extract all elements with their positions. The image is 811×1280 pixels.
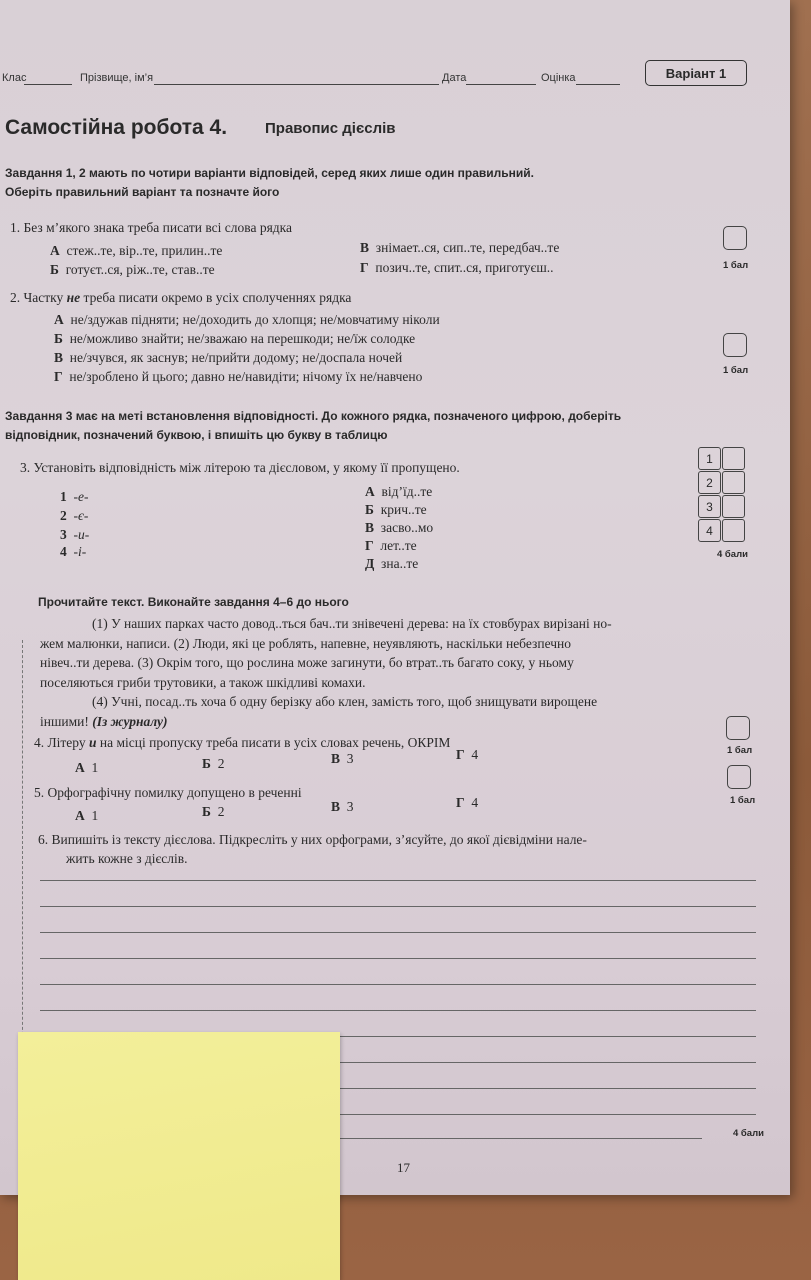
q1-option-a[interactable]: А стеж..те, вір..те, прилин..те [50, 243, 223, 258]
q3-right-d: Д зна..те [365, 556, 419, 571]
reading-passage [40, 614, 760, 731]
q3-right-b: Б крич..те [365, 502, 427, 517]
answer-line[interactable] [40, 1010, 756, 1011]
grade-label: Оцінка [541, 72, 576, 84]
q1-option-b[interactable]: Б готуєт..ся, ріж..те, став..те [50, 262, 215, 277]
q3-score: 4 бали [717, 549, 748, 560]
answer-line[interactable] [40, 932, 756, 933]
question-4-text: 4. Літеру и на місці пропуску треба писати в усіх словах речень, ОКРІМ [34, 735, 451, 750]
grade-field[interactable] [576, 84, 620, 85]
question-6-line: 6. Випишіть із тексту дієслова. Підкресліть у них орфограми, з’ясуйте, до якої дієвідміни нале- [38, 832, 587, 847]
q4-option-b[interactable]: Б 2 [202, 756, 225, 771]
answer-line[interactable] [40, 984, 756, 985]
q2-score: 1 бал [723, 365, 749, 376]
q5-option-b[interactable]: Б 2 [202, 804, 225, 819]
q4-option-g[interactable]: Г 4 [456, 747, 479, 762]
name-label: Прізвище, ім’я [80, 72, 154, 84]
page-number: 17 [397, 1160, 410, 1175]
q2-answer-box[interactable] [723, 333, 747, 357]
q3-grid-answer-4[interactable] [722, 519, 745, 542]
answer-line[interactable] [40, 906, 756, 907]
sticky-note [18, 1032, 340, 1280]
q3-left-2: 2 -є- [60, 508, 89, 523]
reading-title: Прочитайте текст. Виконайте завдання 4–6 до нього [38, 595, 349, 609]
passage-line: жем малюнки, написи. (2) Люди, які це роблять, напевне, неуявляють, наскільки небезпечно [40, 635, 572, 651]
q3-grid-num-1: 1 [698, 447, 721, 470]
name-field[interactable] [154, 84, 439, 85]
q1-option-v[interactable]: В знімает..ся, сип..те, передбач..те [360, 240, 560, 255]
q3-grid-num-3: 3 [698, 495, 721, 518]
q3-left-1: 1 -е- [60, 489, 89, 504]
q1-option-g[interactable]: Г позич..те, спит..ся, приготуєш.. [360, 260, 554, 275]
instructions-1 [5, 164, 534, 202]
q4-answer-box[interactable] [726, 716, 750, 740]
instructions-1-line: Завдання 1, 2 мають по чотири варіанти відповідей, серед яких лише один правильний. [5, 166, 534, 180]
page-title: Самостійна робота 4. [5, 116, 228, 139]
question-6-text [38, 830, 587, 868]
question-3-text: 3. Установіть відповідність між літерою та дієсловом, у якому її пропущено. [20, 460, 460, 475]
q2-option-v[interactable]: В не/зчувся, як заснув; не/прийти додому; не/доспала ночей [54, 350, 403, 365]
passage-line: нівеч..ти дерева. (3) Окрім того, що рослина може загинути, бо втрат..ть багато соку, у ньому [40, 655, 574, 670]
q3-right-g: Г лет..те [365, 538, 417, 553]
class-label: Клас [2, 72, 27, 84]
variant-badge: Варіант 1 [645, 60, 747, 86]
class-field[interactable] [24, 84, 72, 85]
passage-line: іншими! (Із журналу) [40, 713, 168, 729]
date-field[interactable] [466, 84, 536, 85]
instructions-2 [5, 407, 621, 445]
passage-line: поселяються гриби трутовики, а також шкідливі комахи. [40, 674, 366, 690]
q3-left-4: 4 -і- [60, 544, 87, 559]
passage-line: (4) Учні, посад..ть хоча б одну берізку або клен, замість того, щоб знищувати вирощене [92, 694, 598, 709]
passage-source: (Із журналу) [92, 713, 168, 729]
passage-line: (1) У наших парках часто довод..ться бач..ти знівечені дерева: на їх стовбурах вирізані но- [92, 616, 612, 631]
question-1-text: 1. Без м’якого знака треба писати всі слова рядка [10, 220, 293, 235]
q5-option-a[interactable]: А 1 [75, 808, 99, 823]
instructions-1-line: Оберіть правильний варіант та позначте його [5, 185, 280, 199]
q3-grid-answer-2[interactable] [722, 471, 745, 494]
answer-line[interactable] [40, 880, 756, 881]
question-6-line: жить кожне з дієслів. [66, 851, 188, 866]
q1-score: 1 бал [723, 260, 749, 271]
q3-grid-answer-1[interactable] [722, 447, 745, 470]
q3-grid-num-4: 4 [698, 519, 721, 542]
date-label: Дата [442, 72, 467, 84]
q2-option-g[interactable]: Г не/зроблено й цього; давно не/навидіти; нічому їх не/навчено [54, 369, 423, 384]
answer-line[interactable] [40, 958, 756, 959]
instructions-2-line: відповідник, позначений буквою, і впишіть цю букву в таблицю [5, 428, 388, 442]
q4-option-a[interactable]: А 1 [75, 760, 99, 775]
q3-left-3: 3 -и- [60, 527, 90, 542]
page-subtitle: Правопис дієслів [265, 120, 396, 137]
question-2-text: 2. Частку не треба писати окремо в усіх сполученнях рядка [10, 290, 352, 305]
q5-option-g[interactable]: Г 4 [456, 795, 479, 810]
q4-option-v[interactable]: В 3 [331, 751, 354, 766]
q1-answer-box[interactable] [723, 226, 747, 250]
q3-grid-num-2: 2 [698, 471, 721, 494]
q2-option-b[interactable]: Б не/можливо знайти; не/зважаю на перешкоди; не/їж солодке [54, 331, 416, 346]
q6-score: 4 бали [733, 1128, 764, 1139]
q3-right-a: А від’їд..те [365, 484, 433, 499]
question-5-text: 5. Орфографічну помилку допущено в реченні [34, 785, 302, 800]
q5-score: 1 бал [730, 795, 756, 806]
instructions-2-line: Завдання 3 має на меті встановлення відповідності. До кожного рядка, позначеного цифрою, доберіть [5, 409, 622, 423]
q5-option-v[interactable]: В 3 [331, 799, 354, 814]
q3-grid-answer-3[interactable] [722, 495, 745, 518]
q4-score: 1 бал [727, 745, 753, 756]
cut-line [22, 640, 23, 1060]
q2-option-a[interactable]: А не/здужав підняти; не/доходить до хлопця; не/мовчатиму ніколи [54, 312, 440, 327]
q5-answer-box[interactable] [727, 765, 751, 789]
q3-right-v: В засво..мо [365, 520, 434, 535]
